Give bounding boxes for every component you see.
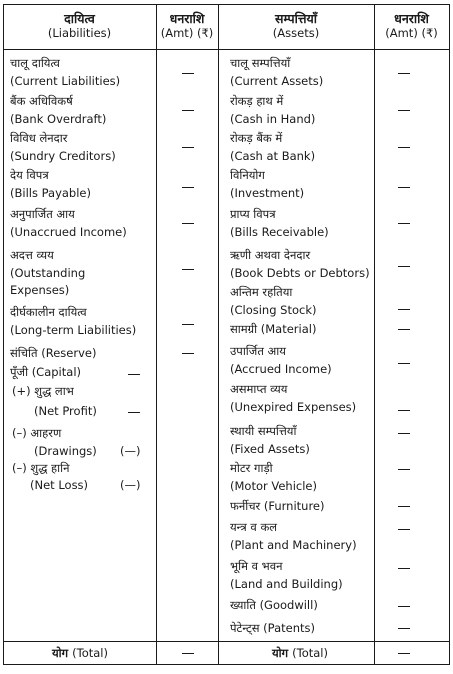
amount-dash [398,223,410,224]
asset-goodwill: ख्याति (Goodwill) [230,598,318,612]
asset-unexpired-expenses [230,381,356,416]
total-left-hindi: योग [52,646,69,660]
amount-dash [182,324,194,325]
asset-accrued-income [230,343,332,378]
asset-bills-receivable [230,206,329,241]
liability-hindi: चालू दायित्व [10,56,60,70]
header-liabilities [3,11,156,41]
liability-english: (Unaccrued Income) [10,224,127,239]
asset-english: (Cash in Hand) [230,111,316,126]
asset-english: (Plant and Machinery) [230,537,357,552]
asset-english: (Unexpired Expenses) [230,399,357,414]
liability-drawings: (Drawings) [34,444,97,458]
liability-capital: पूँजी (Capital) [10,365,81,379]
asset-patents: पेटेन्ट्स (Patents) [230,621,315,635]
amount-dash [398,568,410,569]
header-assets-hindi: सम्पत्तियाँ [275,11,317,26]
total-amount-dash [398,653,410,654]
liability-english: (Outstanding [10,265,86,280]
asset-investment [230,167,304,202]
amount-dash [398,187,410,188]
liability-hindi: दीर्घकालीन दायित्व [10,305,87,319]
asset-hindi: यन्त्र व कल [230,520,278,534]
column-divider-2 [218,4,219,665]
amount-dash [398,266,410,267]
amount-dash [182,187,194,188]
amount-dash [398,469,410,470]
total-right [272,646,328,661]
amount-dash [182,353,194,354]
asset-hindi: भूमि व भवन [230,559,283,573]
total-amount-dash [182,653,194,654]
header-assets [218,11,374,41]
asset-english: (Investment) [230,185,305,200]
asset-english: (Cash at Bank) [230,148,316,163]
header-amount-right-english: (Amt) (₹) [385,26,438,40]
left-border [3,4,4,665]
total-right-english: (Total) [292,646,328,660]
header-amount-right-hindi: धनराशि [394,11,429,26]
total-top-rule [3,641,450,642]
top-rule [3,4,450,5]
asset-furniture: फर्नीचर (Furniture) [230,499,325,513]
amount-dash [398,628,410,629]
liability-english: (Bills Payable) [10,185,91,200]
asset-hindi: रोकड़ हाथ में [230,94,284,108]
amount-dash [398,433,410,434]
total-right-hindi: योग [272,646,289,660]
amount-dash [398,606,410,607]
right-border [449,4,450,665]
liability-sundry-creditors [10,130,116,165]
asset-hindi: विनियोग [230,168,265,182]
amount-dash [398,110,410,111]
liability-hindi: अदत्त व्यय [10,248,54,262]
total-left [52,646,108,661]
liability-hindi: बैंक अधिविकर्ष [10,94,73,108]
header-liabilities-hindi: दायित्व [64,11,95,26]
header-amount-left [156,11,218,41]
asset-land-building [230,558,343,593]
asset-english: (Motor Vehicle) [230,478,317,493]
liability-long-term [10,304,136,339]
asset-fixed [230,423,310,458]
amount-dash [398,329,410,330]
asset-hindi: चालू सम्पत्तियाँ [230,56,291,70]
asset-english: (Bills Receivable) [230,224,329,239]
asset-hindi: उपार्जित आय [230,344,286,358]
asset-english: (Closing Stock) [230,302,317,317]
liability-hindi: अनुपार्जित आय [10,207,75,221]
asset-cash-at-bank [230,130,315,165]
liability-english: (Bank Overdraft) [10,111,107,126]
liability-english: (Long-term Liabilities) [10,322,137,337]
liability-add-net-profit: (+) शुद्ध लाभ [12,384,74,398]
asset-english: (Book Debts or Debtors) [230,265,370,280]
asset-hindi: ऋणी अथवा देनदार [230,248,311,262]
liability-less-drawings: (–) आहरण [12,426,62,440]
column-divider-3 [374,4,375,665]
asset-hindi: असमाप्त व्यय [230,382,288,396]
amount-dash [398,410,410,411]
amount-dash [182,269,194,270]
column-divider-1 [156,4,157,665]
asset-english: (Current Assets) [230,73,324,88]
sub-amount-dash [128,374,140,375]
header-amount-left-hindi: धनराशि [169,11,205,26]
liability-hindi: विविध लेनदार [10,131,68,145]
liability-current [10,55,120,90]
amount-dash [182,223,194,224]
asset-closing-stock [230,284,317,319]
sub-amount-dash [128,412,140,413]
asset-english: (Fixed Assets) [230,441,310,456]
drawings-bracket: (—) [120,444,141,458]
asset-english: (Accrued Income) [230,361,332,376]
asset-hindi: स्थायी सम्पत्तियाँ [230,424,297,438]
total-left-english: (Total) [72,646,108,660]
liability-bank-overdraft [10,93,106,128]
asset-hindi: रोकड़ बैंक में [230,131,283,145]
asset-cash-in-hand [230,93,315,128]
asset-debtors [230,247,370,282]
liability-net-profit: (Net Profit) [34,404,97,418]
liability-net-loss: (Net Loss) [30,478,89,492]
asset-hindi: अन्तिम रहतिया [230,285,293,299]
amount-dash [398,529,410,530]
header-assets-english: (Assets) [272,26,320,40]
amount-dash [398,147,410,148]
liability-reserve: संचिति (Reserve) [10,346,97,360]
header-amount-right [374,11,449,41]
amount-dash [398,363,410,364]
liability-bills-payable [10,167,91,202]
liability-less-net-loss: (–) शुद्ध हानि [12,461,70,475]
amount-dash [398,506,410,507]
net-loss-bracket: (—) [120,478,141,492]
liability-english: (Current Liabilities) [10,73,121,88]
header-amount-left-english: (Amt) (₹) [160,26,214,40]
amount-dash [182,147,194,148]
amount-dash [398,73,410,74]
liability-outstanding-expenses [10,247,85,300]
amount-dash [182,110,194,111]
asset-english: (Land and Building) [230,576,343,591]
liability-hindi: देय विपत्र [10,168,49,182]
liability-english-continued: Expenses) [10,283,70,297]
liability-english: (Sundry Creditors) [10,148,116,163]
asset-hindi: मोटर गाड़ी [230,461,273,475]
asset-hindi: प्राप्य विपत्र [230,207,276,221]
header-liabilities-english: (Liabilities) [47,26,112,40]
bottom-rule [3,664,450,665]
amount-dash [398,309,410,310]
asset-plant-machinery [230,519,357,554]
asset-motor-vehicle [230,460,317,495]
liability-unaccrued-income [10,206,127,241]
amount-dash [182,73,194,74]
asset-current [230,55,323,90]
header-rule [3,49,450,50]
asset-material: सामग्री (Material) [230,322,317,336]
